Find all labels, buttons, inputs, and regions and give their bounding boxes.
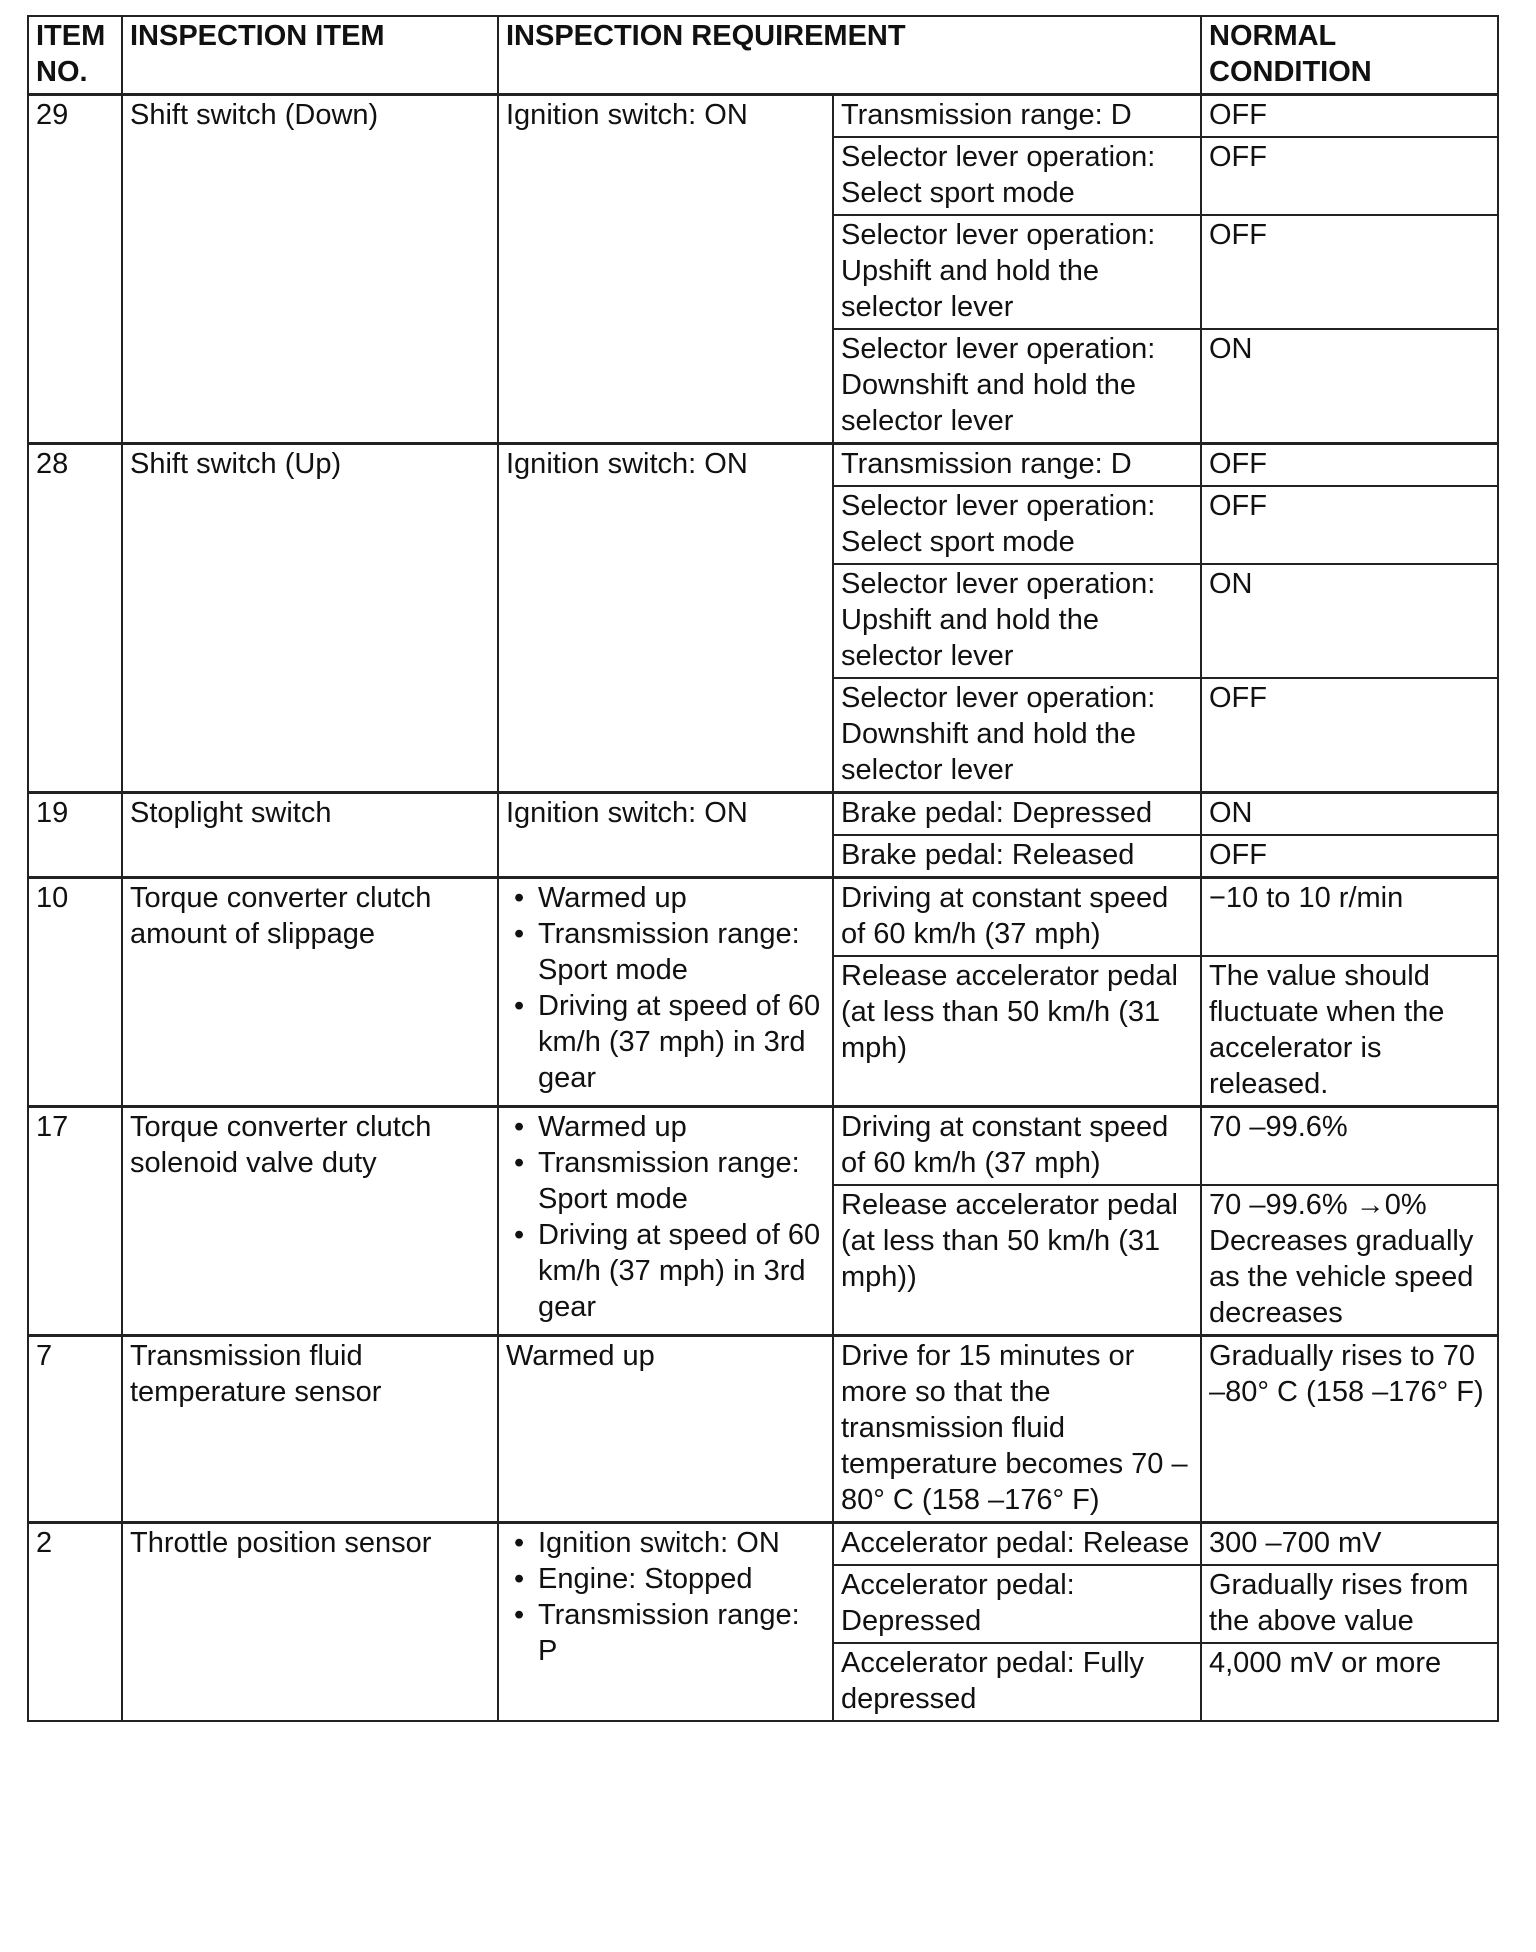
normal-condition-cell: Gradually rises to 70 –80° C (158 –176° F) bbox=[1201, 1336, 1498, 1523]
inspection-item-cell: Stoplight switch bbox=[122, 793, 498, 878]
condition-cell: Selector lever operation: Downshift and hold the selector lever bbox=[833, 678, 1201, 793]
condition-cell: Transmission range: D bbox=[833, 95, 1201, 138]
requirement-list-item: • Transmission range: Sport mode bbox=[506, 916, 825, 988]
item-no-cell: 17 bbox=[28, 1107, 122, 1336]
normal-condition-cell: OFF bbox=[1201, 678, 1498, 793]
requirement-list-item: • Engine: Stopped bbox=[506, 1561, 825, 1597]
table-row bbox=[28, 1523, 1498, 1566]
requirement-list-item: • Ignition switch: ON bbox=[506, 1525, 825, 1561]
requirement-cell: Ignition switch: ON bbox=[498, 95, 833, 444]
inspection-item-cell: Torque converter clutch amount of slippage bbox=[122, 878, 498, 1107]
table-row bbox=[28, 1336, 1498, 1523]
header-item-no: ITEM NO. bbox=[28, 16, 122, 95]
item-no-cell: 29 bbox=[28, 95, 122, 444]
requirement-list-item: • Warmed up bbox=[506, 880, 825, 916]
condition-cell: Selector lever operation: Select sport mode bbox=[833, 137, 1201, 215]
normal-condition-cell: 70 –99.6% bbox=[1201, 1107, 1498, 1186]
condition-cell: Brake pedal: Depressed bbox=[833, 793, 1201, 836]
item-no-cell: 19 bbox=[28, 793, 122, 878]
inspection-item-cell: Throttle position sensor bbox=[122, 1523, 498, 1722]
requirement-list bbox=[506, 1109, 825, 1325]
condition-cell: Accelerator pedal: Fully depressed bbox=[833, 1643, 1201, 1721]
header-inspection-requirement: INSPECTION REQUIREMENT bbox=[498, 16, 1201, 95]
condition-cell: Brake pedal: Released bbox=[833, 835, 1201, 878]
condition-cell: Release accelerator pedal (at less than 50 km/h (31 mph) bbox=[833, 956, 1201, 1107]
normal-condition-cell: −10 to 10 r/min bbox=[1201, 878, 1498, 957]
item-no-cell: 10 bbox=[28, 878, 122, 1107]
normal-condition-cell: OFF bbox=[1201, 835, 1498, 878]
inspection-item-cell: Shift switch (Down) bbox=[122, 95, 498, 444]
condition-cell: Accelerator pedal: Depressed bbox=[833, 1565, 1201, 1643]
normal-condition-cell: 70 –99.6% →0% Decreases gradually as the vehicle speed decreases bbox=[1201, 1185, 1498, 1336]
inspection-item-cell: Shift switch (Up) bbox=[122, 444, 498, 793]
requirement-list bbox=[506, 1525, 825, 1669]
condition-cell: Release accelerator pedal (at less than 50 km/h (31 mph)) bbox=[833, 1185, 1201, 1336]
condition-cell: Selector lever operation: Downshift and hold the selector lever bbox=[833, 329, 1201, 444]
requirement-cell: Ignition switch: ON bbox=[498, 793, 833, 878]
condition-cell: Driving at constant speed of 60 km/h (37 mph) bbox=[833, 1107, 1201, 1186]
condition-cell: Driving at constant speed of 60 km/h (37 mph) bbox=[833, 878, 1201, 957]
requirement-list bbox=[506, 880, 825, 1096]
normal-condition-cell: 300 –700 mV bbox=[1201, 1523, 1498, 1566]
header-normal-condition: NORMAL CONDITION bbox=[1201, 16, 1498, 95]
header-inspection-item: INSPECTION ITEM bbox=[122, 16, 498, 95]
normal-condition-cell: ON bbox=[1201, 564, 1498, 678]
normal-condition-cell: Gradually rises from the above value bbox=[1201, 1565, 1498, 1643]
requirement-cell bbox=[498, 878, 833, 1107]
requirement-cell: Warmed up bbox=[498, 1336, 833, 1523]
normal-condition-cell: OFF bbox=[1201, 486, 1498, 564]
normal-condition-cell: ON bbox=[1201, 793, 1498, 836]
item-no-cell: 7 bbox=[28, 1336, 122, 1523]
inspection-item-cell: Transmission fluid temperature sensor bbox=[122, 1336, 498, 1523]
table-row bbox=[28, 878, 1498, 957]
table-row bbox=[28, 444, 1498, 487]
condition-cell: Drive for 15 minutes or more so that the transmission fluid temperature becomes 70 –80° C (158 –176° F) bbox=[833, 1336, 1201, 1523]
requirement-list-item: • Transmission range: Sport mode bbox=[506, 1145, 825, 1217]
requirement-list-item: • Driving at speed of 60 km/h (37 mph) in 3rd gear bbox=[506, 988, 825, 1096]
requirement-list-item: • Warmed up bbox=[506, 1109, 825, 1145]
condition-cell: Selector lever operation: Upshift and hold the selector lever bbox=[833, 564, 1201, 678]
requirement-cell: Ignition switch: ON bbox=[498, 444, 833, 793]
normal-condition-cell: OFF bbox=[1201, 444, 1498, 487]
normal-condition-cell: OFF bbox=[1201, 137, 1498, 215]
item-no-cell: 2 bbox=[28, 1523, 122, 1722]
condition-cell: Selector lever operation: Upshift and hold the selector lever bbox=[833, 215, 1201, 329]
requirement-list-item: • Transmission range: P bbox=[506, 1597, 825, 1669]
condition-cell: Transmission range: D bbox=[833, 444, 1201, 487]
table-row bbox=[28, 95, 1498, 138]
normal-condition-cell: OFF bbox=[1201, 215, 1498, 329]
table-row bbox=[28, 793, 1498, 836]
normal-condition-cell: OFF bbox=[1201, 95, 1498, 138]
requirement-cell bbox=[498, 1107, 833, 1336]
requirement-list-item: • Driving at speed of 60 km/h (37 mph) in 3rd gear bbox=[506, 1217, 825, 1325]
normal-condition-cell: The value should fluctuate when the accelerator is released. bbox=[1201, 956, 1498, 1107]
normal-condition-cell: ON bbox=[1201, 329, 1498, 444]
table-row bbox=[28, 1107, 1498, 1186]
condition-cell: Selector lever operation: Select sport mode bbox=[833, 486, 1201, 564]
condition-cell: Accelerator pedal: Release bbox=[833, 1523, 1201, 1566]
requirement-cell bbox=[498, 1523, 833, 1722]
header-row bbox=[28, 16, 1498, 95]
inspection-item-cell: Torque converter clutch solenoid valve duty bbox=[122, 1107, 498, 1336]
item-no-cell: 28 bbox=[28, 444, 122, 793]
normal-condition-cell: 4,000 mV or more bbox=[1201, 1643, 1498, 1721]
inspection-table bbox=[27, 15, 1499, 1722]
